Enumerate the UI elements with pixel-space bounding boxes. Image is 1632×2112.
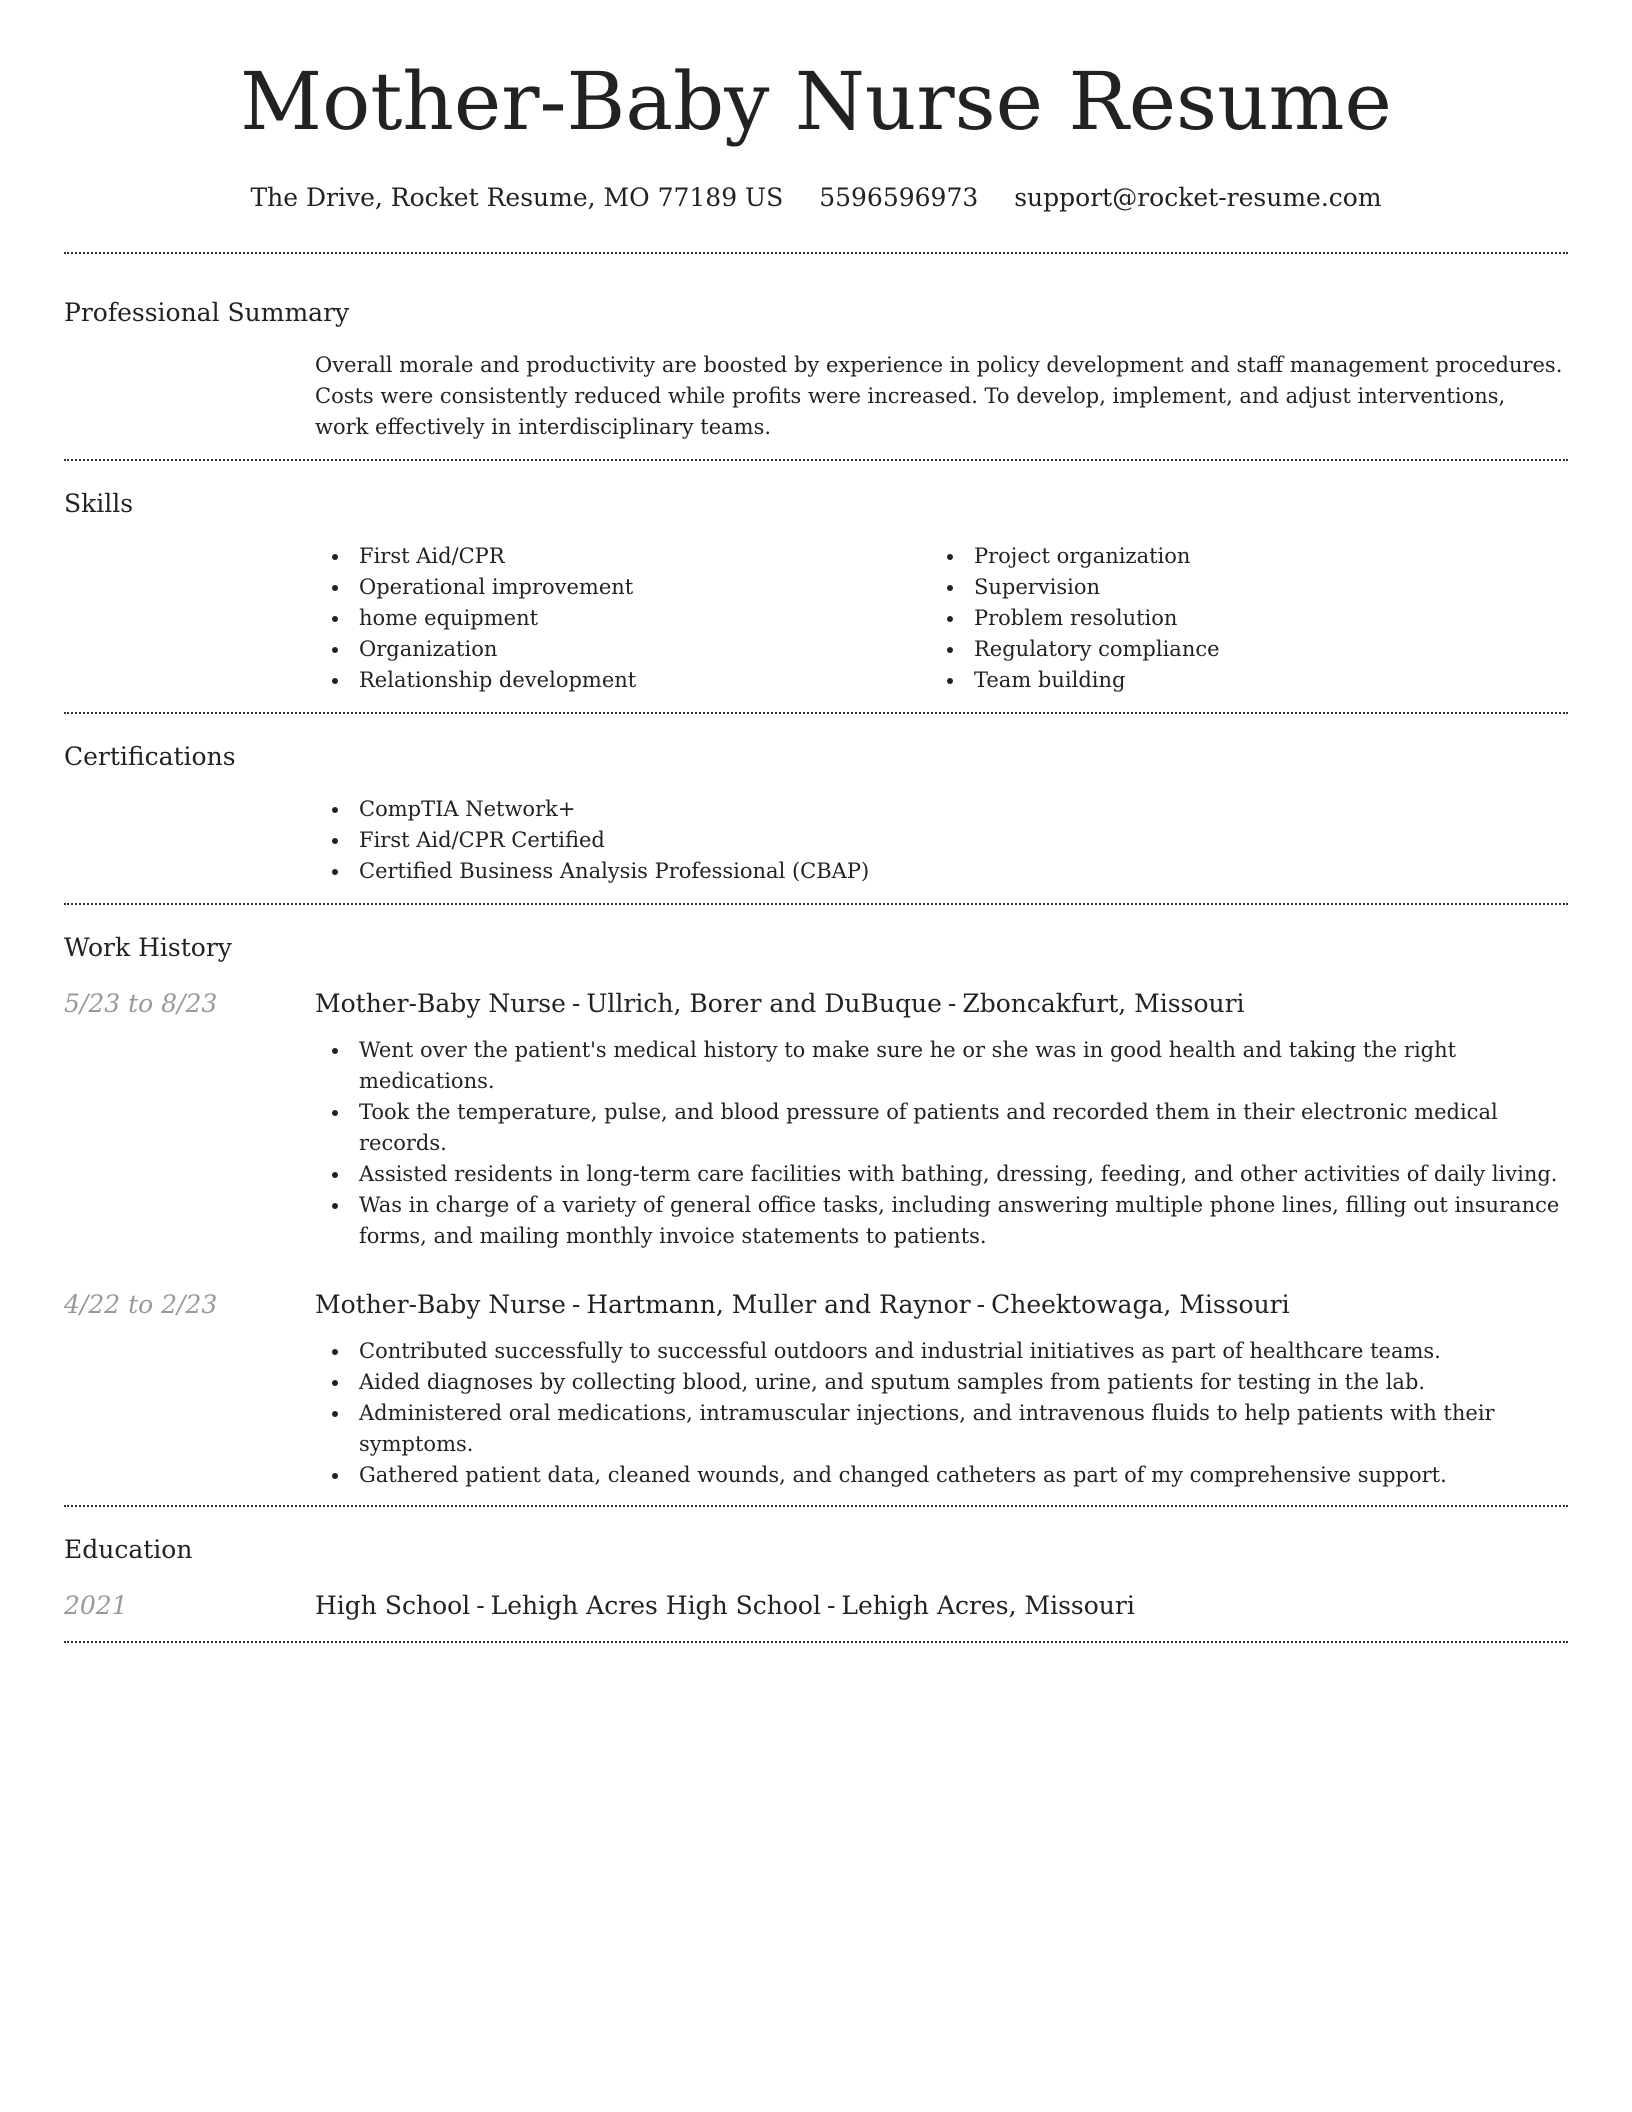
job-bullet: Administered oral medications, intramuscular injections, and intravenous fluids to help patients with their symptoms. — [315, 1398, 1568, 1460]
certification-item: First Aid/CPR Certified — [315, 825, 1568, 856]
skill-item: Supervision — [930, 572, 1545, 603]
skill-item: Project organization — [930, 541, 1545, 572]
skill-item: First Aid/CPR — [315, 541, 930, 572]
skill-item: Team building — [930, 665, 1545, 696]
certifications-list — [315, 794, 1568, 887]
education-section — [64, 1507, 1568, 1641]
education-entry — [64, 1589, 1568, 1623]
job-entry — [64, 987, 1568, 1252]
skill-item: Problem resolution — [930, 603, 1545, 634]
separator: - — [976, 1290, 986, 1319]
summary-section — [64, 254, 1568, 459]
job-role: Mother-Baby Nurse — [315, 989, 566, 1018]
work-history-section — [64, 905, 1568, 1505]
education-school: Lehigh Acres High School — [490, 1591, 821, 1620]
work-history-body — [64, 987, 1568, 1505]
contact-line — [64, 182, 1568, 214]
certifications-section — [64, 714, 1568, 903]
skills-list-left — [315, 541, 930, 696]
job-entry — [64, 1288, 1568, 1491]
job-content — [315, 987, 1568, 1252]
skill-item: home equipment — [315, 603, 930, 634]
education-degree: High School — [315, 1591, 471, 1620]
divider — [64, 1641, 1568, 1643]
job-dates: 5/23 to 8/23 — [64, 989, 218, 1018]
job-dates: 4/22 to 2/23 — [64, 1290, 218, 1319]
section-title-skills: Skills — [64, 489, 134, 518]
job-location: Cheektowaga, Missouri — [991, 1290, 1290, 1319]
section-title-work-history: Work History — [64, 933, 232, 962]
job-heading — [315, 987, 1568, 1021]
education-body — [64, 1589, 1568, 1641]
job-bullet: Assisted residents in long-term care facilities with bathing, dressing, feeding, and other activities of daily living. — [315, 1159, 1568, 1190]
education-heading — [315, 1589, 1568, 1623]
certifications-body — [315, 794, 1568, 903]
job-bullets — [315, 1336, 1568, 1491]
skills-list-right — [930, 541, 1545, 696]
skill-item: Relationship development — [315, 665, 930, 696]
section-title-summary: Professional Summary — [64, 298, 350, 327]
contact-email: support@rocket-resume.com — [1014, 183, 1382, 212]
job-role: Mother-Baby Nurse — [315, 1290, 566, 1319]
separator: - — [947, 989, 957, 1018]
skills-body — [315, 541, 1568, 712]
contact-address: The Drive, Rocket Resume, MO 77189 US — [250, 183, 784, 212]
summary-text: Overall morale and productivity are boosted by experience in policy development and staff management procedures. Costs were consistently reduced while profits were increased. To develop, implement, and adjust interventions, work effectively in interdisciplinary teams. — [315, 353, 1563, 439]
education-location: Lehigh Acres, Missouri — [841, 1591, 1135, 1620]
job-bullet: Contributed successfully to successful outdoors and industrial initiatives as part of healthcare teams. — [315, 1336, 1568, 1367]
resume-title: Mother-Baby Nurse Resume — [240, 55, 1392, 148]
job-bullets — [315, 1035, 1568, 1252]
separator: - — [826, 1591, 836, 1620]
skill-item: Regulatory compliance — [930, 634, 1545, 665]
resume-page — [64, 0, 1568, 1643]
job-location: Zboncakfurt, Missouri — [962, 989, 1245, 1018]
job-bullet: Took the temperature, pulse, and blood pressure of patients and recorded them in their electronic medical records. — [315, 1097, 1568, 1159]
job-bullet: Aided diagnoses by collecting blood, urine, and sputum samples from patients for testing in the lab. — [315, 1367, 1568, 1398]
job-bullet: Went over the patient's medical history to make sure he or she was in good health and taking the right medications. — [315, 1035, 1568, 1097]
contact-phone: 5596596973 — [819, 183, 979, 212]
job-employer: Ullrich, Borer and DuBuque — [586, 989, 942, 1018]
job-employer: Hartmann, Muller and Raynor — [586, 1290, 971, 1319]
summary-body — [315, 350, 1568, 459]
job-bullet: Gathered patient data, cleaned wounds, and changed catheters as part of my comprehensive support. — [315, 1460, 1568, 1491]
certification-item: CompTIA Network+ — [315, 794, 1568, 825]
job-heading — [315, 1288, 1568, 1322]
skills-section — [64, 461, 1568, 712]
section-title-certifications: Certifications — [64, 742, 236, 771]
job-bullet: Was in charge of a variety of general office tasks, including answering multiple phone lines, filling out insurance forms, and mailing monthly invoice statements to patients. — [315, 1190, 1568, 1252]
section-title-education: Education — [64, 1535, 193, 1564]
separator: - — [571, 989, 581, 1018]
certification-item: Certified Business Analysis Professional (CBAP) — [315, 856, 1568, 887]
separator: - — [571, 1290, 581, 1319]
job-content — [315, 1288, 1568, 1491]
education-year: 2021 — [64, 1591, 128, 1620]
skill-item: Organization — [315, 634, 930, 665]
separator: - — [476, 1591, 485, 1620]
skill-item: Operational improvement — [315, 572, 930, 603]
education-content — [315, 1589, 1568, 1623]
